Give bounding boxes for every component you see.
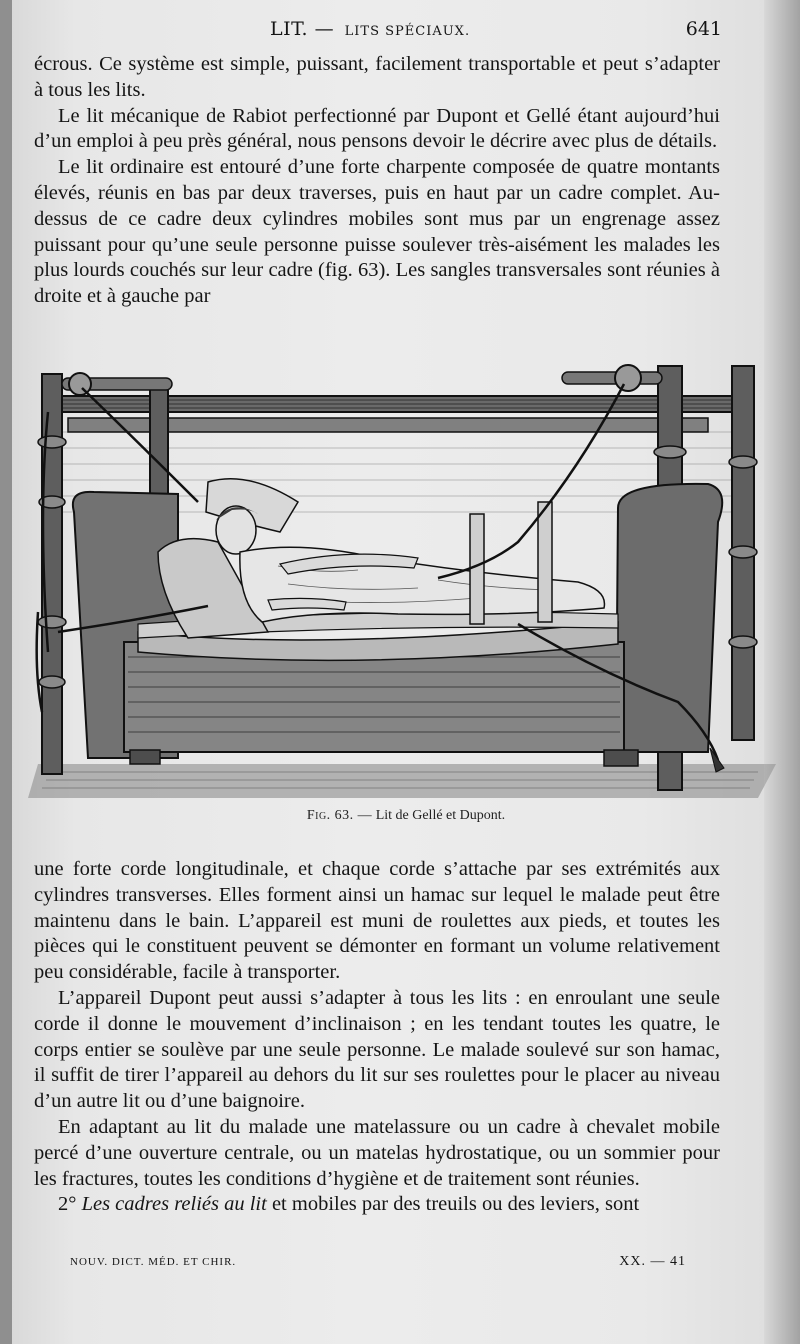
body-text-bottom	[34, 857, 720, 1218]
section-title-italic: Les cadres reliés au lit	[81, 1193, 267, 1216]
section-number: 2°	[58, 1193, 77, 1216]
body-text-top	[34, 52, 720, 310]
header-title	[270, 18, 470, 40]
book-page	[12, 0, 800, 1344]
page-number: 641	[685, 18, 722, 40]
paragraph: écrous. Ce système est simple, puissant, facilement transportable et peut s’adapter à tous les lits.	[34, 53, 720, 101]
paragraph: L’appareil Dupont peut aussi s’adapter à tous les lits : en enroulant une seule corde il donne le mouvement d’inclinaison ; en les tendant toutes les quatre, le corps entier se soulève par une seule personne. Le malade soulevé sur son hamac, il suffit de tirer l’appareil au dehors du lit sur ses roulettes pour le placer au niveau d’un autre lit ou d’une baignoire.	[34, 986, 720, 1113]
section-rest: et mobiles par des treuils ou des leviers, sont	[271, 1193, 640, 1216]
figure-caption	[12, 808, 800, 824]
figure-caption-text: Lit de Gellé et Dupont.	[375, 808, 506, 823]
paragraph-last-line	[34, 1192, 720, 1218]
bed-engraving	[18, 352, 776, 804]
header-main: LIT. —	[270, 18, 335, 40]
figure-caption-label: Fig. 63. —	[306, 808, 373, 823]
running-header	[12, 18, 800, 44]
footer-signature: XX. — 41	[619, 1254, 686, 1269]
gutter-shadow	[764, 0, 800, 1344]
paragraph: une forte corde longitudinale, et chaque corde s’attache par ses extrémités aux cylindres transverses. Elles forment ainsi un hamac sur lequel le malade peut être maintenu dans le bain. L’appareil est muni de roulettes aux pieds, et toutes les pièces qui le constituent peuvent se démonter en formant un volume relativement peu considérable, facile à transporter.	[34, 858, 720, 984]
page-footer	[70, 1254, 720, 1276]
paragraph: En adaptant au lit du malade une matelassure ou un cadre à chevalet mobile percé d’une ouverture centrale, ou un matelas hydrostatique, ou un sommier pour les fractures, toutes les conditions d’hygiène et de traitement sont réunies.	[34, 1115, 720, 1190]
header-section: LITS SPÉCIAUX.	[344, 24, 471, 39]
paragraph: Le lit mécanique de Rabiot perfectionné par Dupont et Gellé étant aujourd’hui d’un emploi à peu près général, nous pensons devoir le décrire avec plus de détails.	[34, 104, 720, 153]
footer-left: NOUV. DICT. MÉD. ET CHIR.	[70, 1256, 237, 1268]
paragraph: Le lit ordinaire est entouré d’une forte charpente composée de quatre montants élevés, réunis en bas par deux traverses, puis en haut par un cadre complet. Au-dessus de ce cadre deux cylindres mobiles sont mus par un engrenage assez puissant pour qu’une seule personne puisse soulever très-aisément les malades les plus lourds couchés sur leur cadre (fig. 63). Les sangles transversales sont réunies à droite et à gauche par	[34, 156, 720, 308]
